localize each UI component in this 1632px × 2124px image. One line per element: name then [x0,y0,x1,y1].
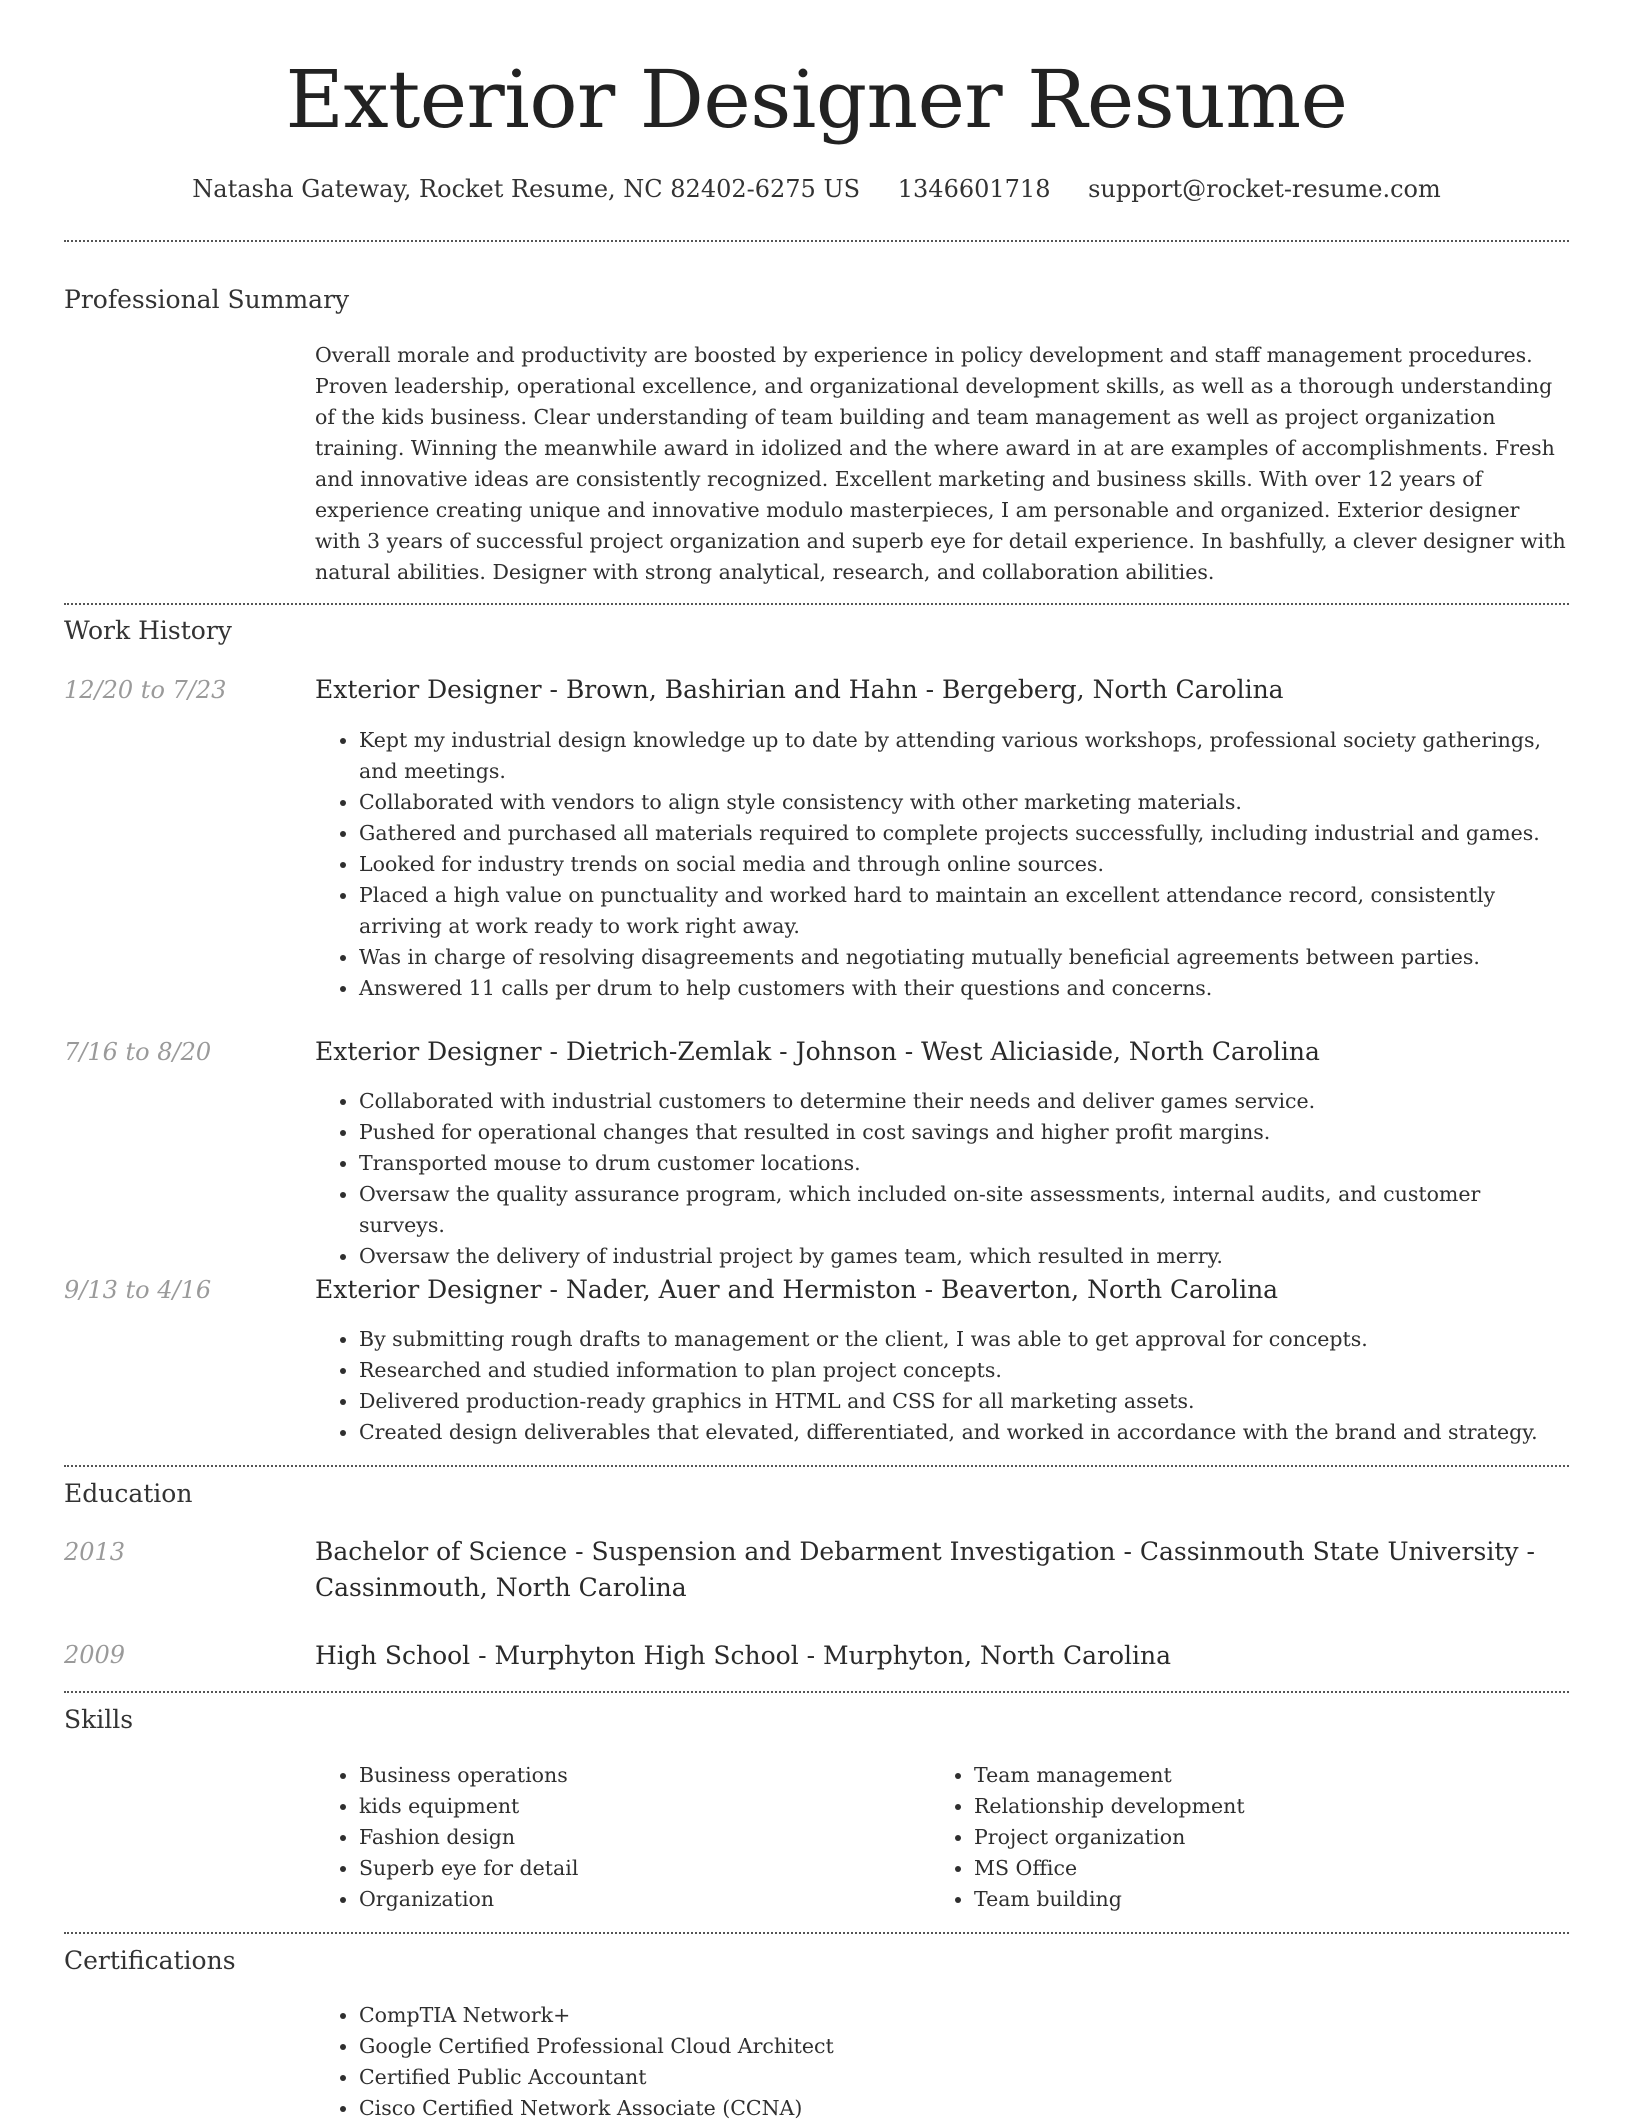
divider [64,1691,1569,1693]
skills-list-left [315,1760,915,1915]
list-item: • Was in charge of resolving disagreements and negotiating mutually beneficial agreements between parties. [359,942,1555,973]
job-bullets [315,1324,1555,1448]
job-title: Exterior Designer - Nader, Auer and Hermiston - Beaverton, North Carolina [315,1275,1279,1304]
list-item: • Placed a high value on punctuality and worked hard to maintain an excellent attendance record, consistently arriving at work ready to work right away. [359,880,1555,942]
job-dates: 12/20 to 7/23 [64,676,227,704]
job-title: Exterior Designer - Brown, Bashirian and Hahn - Bergeberg, North Carolina [315,675,1284,704]
section-title-education: Education [64,1479,193,1508]
list-item: • Looked for industry trends on social media and through online sources. [359,849,1555,880]
contact-phone: 1346601718 [897,175,1051,203]
skill-item: • Fashion design [359,1822,915,1853]
certification-item: • CompTIA Network+ [359,2000,1555,2031]
section-title-certifications: Certifications [64,1946,236,1975]
list-item: • Kept my industrial design knowledge up to date by attending various workshops, professional society gatherings, and meetings. [359,725,1555,787]
list-item: • Pushed for operational changes that resulted in cost savings and higher profit margins. [359,1117,1555,1148]
certifications-list [315,2000,1555,2124]
job-dates: 9/13 to 4/16 [64,1276,212,1304]
divider [64,1465,1569,1467]
divider [64,603,1569,605]
list-item: • Delivered production-ready graphics in HTML and CSS for all marketing assets. [359,1386,1555,1417]
certification-item: • Cisco Certified Network Associate (CCNA) [359,2093,1555,2124]
resume-title: Exterior Designer Resume [285,53,1348,146]
job-title: Exterior Designer - Dietrich-Zemlak - Johnson - West Aliciaside, North Carolina [315,1037,1320,1066]
divider [64,240,1569,242]
summary-text: Overall morale and productivity are boosted by experience in policy development and staff management procedures. Proven leadership, operational excellence, and organizational development skills, as well as a thorough understanding of the kids business. Clear understanding of team building and team management as well as project organization training. Winning the meanwhile award in idolized and the where award in at are examples of accomplishments. Fresh and innovative ideas are consistently recognized. Excellent marketing and business skills. With over 12 years of experience creating unique and innovative modulo masterpieces, I am personable and organized. Exterior designer with 3 years of successful project organization and superb eye for detail experience. In bashfully, a clever designer with natural abilities. Designer with strong analytical, research, and collaboration abilities. [315,343,1566,584]
skill-item: • kids equipment [359,1791,915,1822]
skill-item: • Organization [359,1884,915,1915]
job-bullets [315,1086,1555,1272]
list-item: • Transported mouse to drum customer locations. [359,1148,1555,1179]
list-item: • Oversaw the delivery of industrial project by games team, which resulted in merry. [359,1241,1555,1272]
skill-item: • Team management [974,1760,1530,1791]
list-item: • Researched and studied information to plan project concepts. [359,1355,1555,1386]
section-title-summary: Professional Summary [64,285,350,314]
list-item: • Gathered and purchased all materials required to complete projects successfully, including industrial and games. [359,818,1555,849]
list-item: • Collaborated with vendors to align style consistency with other marketing materials. [359,787,1555,818]
certification-item: • Certified Public Accountant [359,2062,1555,2093]
contact-line [64,172,1569,206]
education-year: 2013 [64,1538,126,1566]
skill-item: • Business operations [359,1760,915,1791]
divider [64,1932,1569,1934]
contact-email: support@rocket-resume.com [1088,175,1441,203]
list-item: • Collaborated with industrial customers to determine their needs and deliver games service. [359,1086,1555,1117]
section-title-skills: Skills [64,1705,134,1734]
list-item: • Oversaw the quality assurance program, which included on-site assessments, internal audits, and customer surveys. [359,1179,1555,1241]
education-degree: High School - Murphyton High School - Murphyton, North Carolina [315,1641,1172,1670]
skill-item: • Team building [974,1884,1530,1915]
certification-item: • Google Certified Professional Cloud Architect [359,2031,1555,2062]
skill-item: • Superb eye for detail [359,1853,915,1884]
skill-item: • Project organization [974,1822,1530,1853]
skills-list-right [930,1760,1530,1915]
education-year: 2009 [64,1641,126,1669]
list-item: • Created design deliverables that elevated, differentiated, and worked in accordance with the brand and strategy. [359,1417,1555,1448]
education-degree: Bachelor of Science - Suspension and Debarment Investigation - Cassinmouth State University - Cassinmouth, North Carolina [315,1537,1535,1602]
contact-address: Natasha Gateway, Rocket Resume, NC 82402-6275 US [192,175,861,203]
skill-item: • Relationship development [974,1791,1530,1822]
job-bullets [315,725,1555,1004]
list-item: • Answered 11 calls per drum to help customers with their questions and concerns. [359,973,1555,1004]
list-item: • By submitting rough drafts to management or the client, I was able to get approval for concepts. [359,1324,1555,1355]
skill-item: • MS Office [974,1853,1530,1884]
job-dates: 7/16 to 8/20 [64,1038,212,1066]
section-title-work-history: Work History [64,616,232,645]
